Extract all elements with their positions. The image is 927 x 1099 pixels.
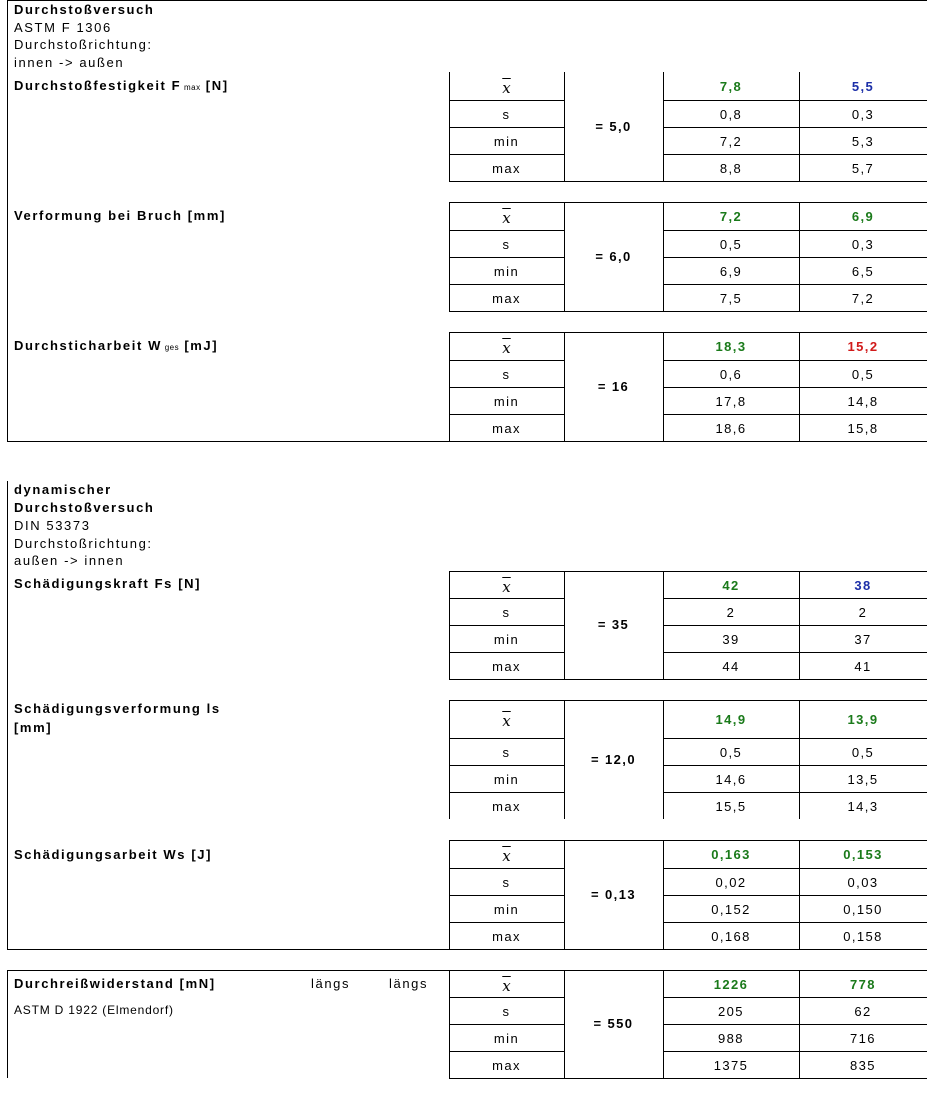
- group-5-max-value-1: 15,5: [715, 799, 747, 814]
- group-7-max-value-1: 1375: [713, 1058, 749, 1073]
- group-7-limit-value: = 550: [593, 1016, 634, 1031]
- group-6-mean-value-1: 0,163: [711, 847, 751, 862]
- group-1-row-line-b-2: [663, 127, 927, 128]
- group-4-row-line-a-3: [449, 652, 564, 653]
- group-1-row-line-b-3: [663, 154, 927, 155]
- group-6-mean-symbol: $\overline{x}$: [502, 847, 511, 865]
- group-4-max-value-2: 41: [854, 659, 872, 674]
- group-4-limit-value: = 35: [597, 617, 630, 632]
- group-7-mean-value-2: 778: [850, 977, 876, 992]
- group-7-label-text: Durchreißwiderstand [mN]: [14, 976, 216, 991]
- section1-direction: innen -> außen: [14, 55, 125, 70]
- group-7-row-line-b-1: [663, 997, 927, 998]
- section3-left-border: [7, 970, 8, 1078]
- tear-direction-2: längs: [389, 976, 429, 991]
- group-4-bottom-line: [449, 679, 927, 680]
- group-2-mean-value-1: 7,2: [719, 209, 743, 224]
- group-3-bottom-line: [449, 441, 927, 442]
- group-3-s-label: s: [502, 367, 511, 382]
- group-1-s-value-2: 0,3: [851, 107, 875, 122]
- group-3-mean-value-2: 15,2: [847, 339, 879, 354]
- group-7-label: [14, 975, 216, 993]
- group-5-s-value-1: 0,5: [719, 745, 743, 760]
- group-5-row-line-b-3: [663, 792, 927, 793]
- group-5-label-line2: [mm]: [14, 720, 53, 735]
- group-4-row-line-b-1: [663, 598, 927, 599]
- group-3-top-line: [449, 332, 927, 333]
- group-3-min-value-2: 14,8: [847, 394, 879, 409]
- group-1-max-value-1: 8,8: [719, 161, 743, 176]
- group-3-label: [14, 337, 218, 357]
- group-4-min-label: min: [493, 632, 520, 647]
- group-6-row-line-a-2: [449, 895, 564, 896]
- group-7-row-line-b-3: [663, 1051, 927, 1052]
- group-3-mean-symbol: $\overline{x}$: [502, 339, 511, 357]
- group-4-mean-value-2: 38: [854, 578, 872, 593]
- group-7-mean-value-1: 1226: [713, 977, 749, 992]
- group-4-row-line-b-3: [663, 652, 927, 653]
- group-7-bottom-line: [449, 1078, 927, 1079]
- group-6-max-value-1: 0,168: [711, 929, 751, 944]
- group-2-s-value-2: 0,3: [851, 237, 875, 252]
- section2-direction-label: Durchstoßrichtung:: [14, 536, 153, 551]
- group-6-top-line: [449, 840, 927, 841]
- group-6-min-value-1: 0,152: [711, 902, 751, 917]
- group-6-s-value-2: 0,03: [847, 875, 879, 890]
- group-6-row-line-a-1: [449, 868, 564, 869]
- group-2-row-line-a-2: [449, 257, 564, 258]
- group-7-row-line-b-2: [663, 1024, 927, 1025]
- group-3-label-text: Durchsticharbeit W: [14, 338, 162, 353]
- group-3-row-line-b-2: [663, 387, 927, 388]
- section2-left-border: [7, 481, 8, 949]
- group-2-label: [14, 207, 226, 225]
- group-5-label: [14, 700, 221, 718]
- group-6-s-value-1: 0,02: [715, 875, 747, 890]
- section2-direction: außen -> innen: [14, 553, 125, 568]
- group-2-limit-value: = 6,0: [595, 249, 632, 264]
- group-2-row-line-b-3: [663, 284, 927, 285]
- group-5-mean-symbol: $\overline{x}$: [502, 712, 511, 730]
- section1-standard: ASTM F 1306: [14, 20, 112, 35]
- group-2-label-text: Verformung bei Bruch [mm]: [14, 208, 226, 223]
- group-4-top-line: [449, 571, 927, 572]
- group-2-s-label: s: [502, 237, 511, 252]
- group-1-min-value-1: 7,2: [719, 134, 743, 149]
- group-4-min-value-2: 37: [854, 632, 872, 647]
- group-2-min-value-2: 6,5: [851, 264, 875, 279]
- group-5-row-line-b-2: [663, 765, 927, 766]
- group-7-max-label: max: [492, 1058, 521, 1073]
- group-1-s-value-1: 0,8: [719, 107, 743, 122]
- group-5-max-value-2: 14,3: [847, 799, 879, 814]
- group-2-row-line-b-1: [663, 230, 927, 231]
- group-1-bottom-line: [449, 181, 927, 182]
- group-1-row-line-a-1: [449, 100, 564, 101]
- group-7-mean-symbol: $\overline{x}$: [502, 977, 511, 995]
- group-3-label-subscript: ges: [161, 343, 180, 352]
- group-1-label-text: Durchstoßfestigkeit F: [14, 78, 182, 93]
- group-2-row-line-b-2: [663, 257, 927, 258]
- group-1-row-line-a-2: [449, 127, 564, 128]
- group-6-s-label: s: [502, 875, 511, 890]
- group-4-row-line-a-2: [449, 625, 564, 626]
- group-2-s-value-1: 0,5: [719, 237, 743, 252]
- group-7-row-line-a-3: [449, 1051, 564, 1052]
- group-2-min-label: min: [493, 264, 520, 279]
- group-5-limit-value: = 12,0: [591, 752, 636, 767]
- group-1-mean-value-1: 7,8: [719, 79, 743, 94]
- group-7-s-value-2: 62: [854, 1004, 872, 1019]
- group-3-s-value-1: 0,6: [719, 367, 743, 382]
- group-1-limit-value: = 5,0: [595, 119, 632, 134]
- group-5-s-value-2: 0,5: [851, 745, 875, 760]
- group-7-max-value-2: 835: [850, 1058, 876, 1073]
- group-5-max-label: max: [492, 799, 521, 814]
- group-6-row-line-b-1: [663, 868, 927, 869]
- group-6-min-label: min: [493, 902, 520, 917]
- group-1-min-label: min: [493, 134, 520, 149]
- group-6-bottom-line: [449, 949, 927, 950]
- group-5-label-text: Schädigungsverformung ls: [14, 701, 221, 716]
- group-5-mean-value-2: 13,9: [847, 712, 879, 727]
- group-6-row-line-b-2: [663, 895, 927, 896]
- section1-direction-label: Durchstoßrichtung:: [14, 37, 153, 52]
- group-1-mean-symbol: $\overline{x}$: [502, 79, 511, 97]
- group-6-mean-value-2: 0,153: [843, 847, 883, 862]
- group-6-label-text: Schädigungsarbeit Ws [J]: [14, 847, 213, 862]
- group-4-s-label: s: [502, 605, 511, 620]
- group-2-max-label: max: [492, 291, 521, 306]
- group-4-max-value-1: 44: [722, 659, 740, 674]
- group-4-label: [14, 575, 201, 593]
- group-7-min-value-1: 988: [718, 1031, 744, 1046]
- section2-title-line1: dynamischer: [14, 482, 112, 497]
- group-1-label-subscript: max: [181, 83, 201, 92]
- group-6-row-line-b-3: [663, 922, 927, 923]
- group-3-row-line-a-1: [449, 360, 564, 361]
- group-5-s-label: s: [502, 745, 511, 760]
- group-3-row-line-a-2: [449, 387, 564, 388]
- group-5-min-value-1: 14,6: [715, 772, 747, 787]
- tear-standard: ASTM D 1922 (Elmendorf): [14, 1003, 174, 1017]
- group-7-min-label: min: [493, 1031, 520, 1046]
- group-6-min-value-2: 0,150: [843, 902, 883, 917]
- group-6-max-value-2: 0,158: [843, 929, 883, 944]
- group-3-s-value-2: 0,5: [851, 367, 875, 382]
- group-3-max-value-2: 15,8: [847, 421, 879, 436]
- group-6-row-line-a-3: [449, 922, 564, 923]
- group-6-label: [14, 846, 212, 864]
- group-7-s-value-1: 205: [718, 1004, 744, 1019]
- group-1-max-value-2: 5,7: [851, 161, 875, 176]
- group-5-row-line-b-1: [663, 738, 927, 739]
- group-3-row-line-a-3: [449, 414, 564, 415]
- group-2-row-line-a-3: [449, 284, 564, 285]
- group-7-min-value-2: 716: [850, 1031, 876, 1046]
- group-5-row-line-a-3: [449, 792, 564, 793]
- group-1-max-label: max: [492, 161, 521, 176]
- group-4-s-value-1: 2: [726, 605, 736, 620]
- group-2-min-value-1: 6,9: [719, 264, 743, 279]
- tear-direction-1: längs: [311, 976, 351, 991]
- group-6-limit-value: = 0,13: [591, 887, 636, 902]
- section2-standard: DIN 53373: [14, 518, 91, 533]
- section1-left-border: [7, 0, 8, 441]
- group-5-mean-value-1: 14,9: [715, 712, 747, 727]
- group-2-top-line: [449, 202, 927, 203]
- section2-title-line2: Durchstoßversuch: [14, 500, 155, 515]
- group-5-min-value-2: 13,5: [847, 772, 879, 787]
- group-4-mean-value-1: 42: [722, 578, 740, 593]
- group-5-row-line-a-2: [449, 765, 564, 766]
- group-2-max-value-1: 7,5: [719, 291, 743, 306]
- group-5-top-line: [449, 700, 927, 701]
- group-7-s-label: s: [502, 1004, 511, 1019]
- group-2-bottom-line: [449, 311, 927, 312]
- group-4-row-line-b-2: [663, 625, 927, 626]
- group-3-label-unit: [mJ]: [179, 338, 219, 353]
- section3-top-border: [7, 970, 927, 971]
- group-4-label-text: Schädigungskraft Fs [N]: [14, 576, 202, 591]
- group-3-row-line-b-3: [663, 414, 927, 415]
- group-1-s-label: s: [502, 107, 511, 122]
- group-3-min-value-1: 17,8: [715, 394, 747, 409]
- group-4-s-value-2: 2: [858, 605, 868, 620]
- group-3-min-label: min: [493, 394, 520, 409]
- group-5-min-label: min: [493, 772, 520, 787]
- group-3-row-line-b-1: [663, 360, 927, 361]
- group-3-mean-value-1: 18,3: [715, 339, 747, 354]
- group-1-label: [14, 77, 229, 97]
- group-4-row-line-a-1: [449, 598, 564, 599]
- group-1-row-line-a-3: [449, 154, 564, 155]
- group-5-row-line-a-1: [449, 738, 564, 739]
- group-3-max-label: max: [492, 421, 521, 436]
- group-4-min-value-1: 39: [722, 632, 740, 647]
- group-4-max-label: max: [492, 659, 521, 674]
- group-3-limit-value: = 16: [597, 379, 630, 394]
- section1-title: Durchstoßversuch: [14, 2, 155, 17]
- group-2-mean-value-2: 6,9: [851, 209, 875, 224]
- group-1-mean-value-2: 5,5: [851, 79, 875, 94]
- group-1-min-value-2: 5,3: [851, 134, 875, 149]
- group-2-max-value-2: 7,2: [851, 291, 875, 306]
- group-7-row-line-a-2: [449, 1024, 564, 1025]
- group-6-max-label: max: [492, 929, 521, 944]
- group-1-row-line-b-1: [663, 100, 927, 101]
- group-1-label-unit: [N]: [200, 78, 229, 93]
- group-3-max-value-1: 18,6: [715, 421, 747, 436]
- group-2-row-line-a-1: [449, 230, 564, 231]
- group-4-mean-symbol: $\overline{x}$: [502, 578, 511, 596]
- group-7-row-line-a-1: [449, 997, 564, 998]
- group-2-mean-symbol: $\overline{x}$: [502, 209, 511, 227]
